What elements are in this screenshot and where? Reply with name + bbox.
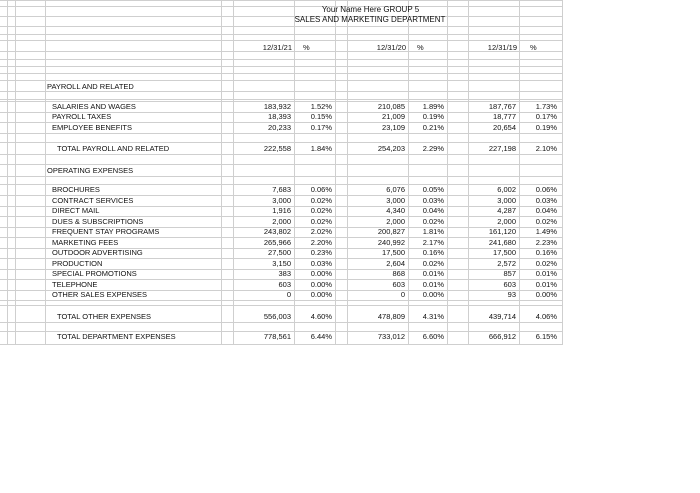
row-amount: 18,393: [268, 112, 291, 121]
row-amount: 603: [503, 280, 516, 289]
row-amount: 3,150: [272, 259, 291, 268]
row-percent: 0.02%: [535, 217, 557, 226]
row-amount: 93: [507, 290, 516, 299]
row-percent: 0.02%: [310, 196, 332, 205]
row-label: FREQUENT STAY PROGRAMS: [52, 227, 160, 236]
row-amount: 2,572: [497, 259, 516, 268]
row-percent: 2.20%: [310, 238, 332, 247]
row-amount: 210,085: [377, 102, 405, 111]
row-percent: 0.00%: [310, 280, 332, 289]
row-label: DIRECT MAIL: [52, 206, 100, 215]
row-amount: 3,000: [272, 196, 291, 205]
row-amount: 4,287: [497, 206, 516, 215]
row-amount: 227,198: [488, 144, 516, 153]
row-percent: 0.05%: [422, 185, 444, 194]
row-percent: 0.16%: [535, 248, 557, 257]
row-amount: 241,680: [488, 238, 516, 247]
row-amount: 254,203: [377, 144, 405, 153]
row-label: PAYROLL TAXES: [52, 112, 112, 121]
row-percent: 0.19%: [422, 112, 444, 121]
row-amount: 20,654: [493, 123, 516, 132]
row-percent: 2.29%: [422, 144, 444, 153]
column-date-2019: 12/31/19: [487, 43, 517, 52]
row-amount: 2,604: [386, 259, 405, 268]
row-percent: 2.10%: [535, 144, 557, 153]
row-label: TELEPHONE: [52, 280, 98, 289]
row-amount: 20,233: [268, 123, 291, 132]
row-percent: 0.01%: [535, 269, 557, 278]
row-amount: 733,012: [377, 332, 405, 341]
row-amount: 243,802: [263, 227, 291, 236]
row-amount: 0: [286, 290, 291, 299]
row-percent: 0.02%: [422, 259, 444, 268]
payroll-section-title: PAYROLL AND RELATED: [47, 82, 134, 91]
row-percent: 0.03%: [535, 196, 557, 205]
row-percent: 6.15%: [535, 332, 557, 341]
row-percent: 4.60%: [310, 312, 332, 321]
row-percent: 0.02%: [310, 217, 332, 226]
column-pct-2020: %: [417, 43, 424, 52]
row-amount: 3,000: [497, 196, 516, 205]
row-amount: 161,120: [488, 227, 516, 236]
row-label: DUES & SUBSCRIPTIONS: [52, 217, 144, 226]
row-percent: 0.01%: [422, 269, 444, 278]
row-percent: 2.02%: [310, 227, 332, 236]
row-amount: 17,500: [493, 248, 516, 257]
row-percent: 2.17%: [422, 238, 444, 247]
row-amount: 857: [503, 269, 516, 278]
row-percent: 0.06%: [535, 185, 557, 194]
row-percent: 0.02%: [535, 259, 557, 268]
row-percent: 1.89%: [422, 102, 444, 111]
column-pct-2021: %: [303, 43, 310, 52]
department-title: SALES AND MARKETING DEPARTMENT: [294, 15, 446, 24]
row-percent: 0.02%: [310, 206, 332, 215]
row-percent: 4.31%: [422, 312, 444, 321]
row-amount: 868: [392, 269, 405, 278]
row-percent: 0.00%: [535, 290, 557, 299]
row-amount: 17,500: [382, 248, 405, 257]
row-amount: 383: [278, 269, 291, 278]
row-label: SPECIAL PROMOTIONS: [52, 269, 137, 278]
row-amount: 21,009: [382, 112, 405, 121]
row-label: TOTAL PAYROLL AND RELATED: [57, 144, 170, 153]
row-percent: 0.01%: [535, 280, 557, 289]
row-percent: 1.73%: [535, 102, 557, 111]
row-label: CONTRACT SERVICES: [52, 196, 134, 205]
row-percent: 0.06%: [310, 185, 332, 194]
row-percent: 0.02%: [422, 217, 444, 226]
row-amount: 183,932: [263, 102, 291, 111]
row-label: OUTDOOR ADVERTISING: [52, 248, 143, 257]
row-label: TOTAL OTHER EXPENSES: [57, 312, 152, 321]
row-amount: 18,777: [493, 112, 516, 121]
row-percent: 0.23%: [310, 248, 332, 257]
row-amount: 23,109: [382, 123, 405, 132]
row-amount: 6,076: [386, 185, 405, 194]
operating-section-title: OPERATING EXPENSES: [47, 166, 134, 175]
row-percent: 0.15%: [310, 112, 332, 121]
row-amount: 187,767: [488, 102, 516, 111]
row-percent: 0.00%: [310, 290, 332, 299]
row-amount: 222,558: [263, 144, 291, 153]
column-date-2021: 12/31/21: [262, 43, 292, 52]
row-percent: 1.81%: [422, 227, 444, 236]
row-percent: 0.03%: [422, 196, 444, 205]
row-amount: 439,714: [488, 312, 516, 321]
column-date-2020: 12/31/20: [376, 43, 406, 52]
row-percent: 6.60%: [422, 332, 444, 341]
row-amount: 478,809: [377, 312, 405, 321]
row-percent: 6.44%: [310, 332, 332, 341]
row-amount: 2,000: [386, 217, 405, 226]
row-percent: 0.17%: [535, 112, 557, 121]
row-amount: 27,500: [268, 248, 291, 257]
row-amount: 6,002: [497, 185, 516, 194]
row-percent: 0.00%: [310, 269, 332, 278]
row-label: OTHER SALES EXPENSES: [52, 290, 148, 299]
row-percent: 0.04%: [535, 206, 557, 215]
row-percent: 0.17%: [310, 123, 332, 132]
row-amount: 778,561: [263, 332, 291, 341]
report-title: Your Name Here GROUP 5: [321, 5, 420, 14]
row-amount: 603: [278, 280, 291, 289]
row-amount: 556,003: [263, 312, 291, 321]
row-label: SALARIES AND WAGES: [52, 102, 136, 111]
row-percent: 0.21%: [422, 123, 444, 132]
row-percent: 2.23%: [535, 238, 557, 247]
row-amount: 0: [400, 290, 405, 299]
column-pct-2019: %: [530, 43, 537, 52]
row-amount: 3,000: [386, 196, 405, 205]
row-percent: 0.01%: [422, 280, 444, 289]
row-percent: 0.03%: [310, 259, 332, 268]
row-amount: 265,966: [263, 238, 291, 247]
row-amount: 2,000: [272, 217, 291, 226]
row-amount: 240,992: [377, 238, 405, 247]
row-amount: 1,916: [272, 206, 291, 215]
row-amount: 4,340: [386, 206, 405, 215]
row-percent: 0.19%: [535, 123, 557, 132]
row-amount: 2,000: [497, 217, 516, 226]
row-amount: 200,827: [377, 227, 405, 236]
row-label: EMPLOYEE BENEFITS: [52, 123, 133, 132]
row-percent: 0.00%: [422, 290, 444, 299]
row-label: TOTAL DEPARTMENT EXPENSES: [57, 332, 176, 341]
row-percent: 4.06%: [535, 312, 557, 321]
row-amount: 7,683: [272, 185, 291, 194]
row-percent: 1.84%: [310, 144, 332, 153]
row-label: MARKETING FEES: [52, 238, 119, 247]
row-percent: 0.16%: [422, 248, 444, 257]
row-percent: 0.04%: [422, 206, 444, 215]
row-label: BROCHURES: [52, 185, 100, 194]
row-percent: 1.49%: [535, 227, 557, 236]
row-label: PRODUCTION: [52, 259, 103, 268]
row-percent: 1.52%: [310, 102, 332, 111]
row-amount: 666,912: [488, 332, 516, 341]
row-amount: 603: [392, 280, 405, 289]
